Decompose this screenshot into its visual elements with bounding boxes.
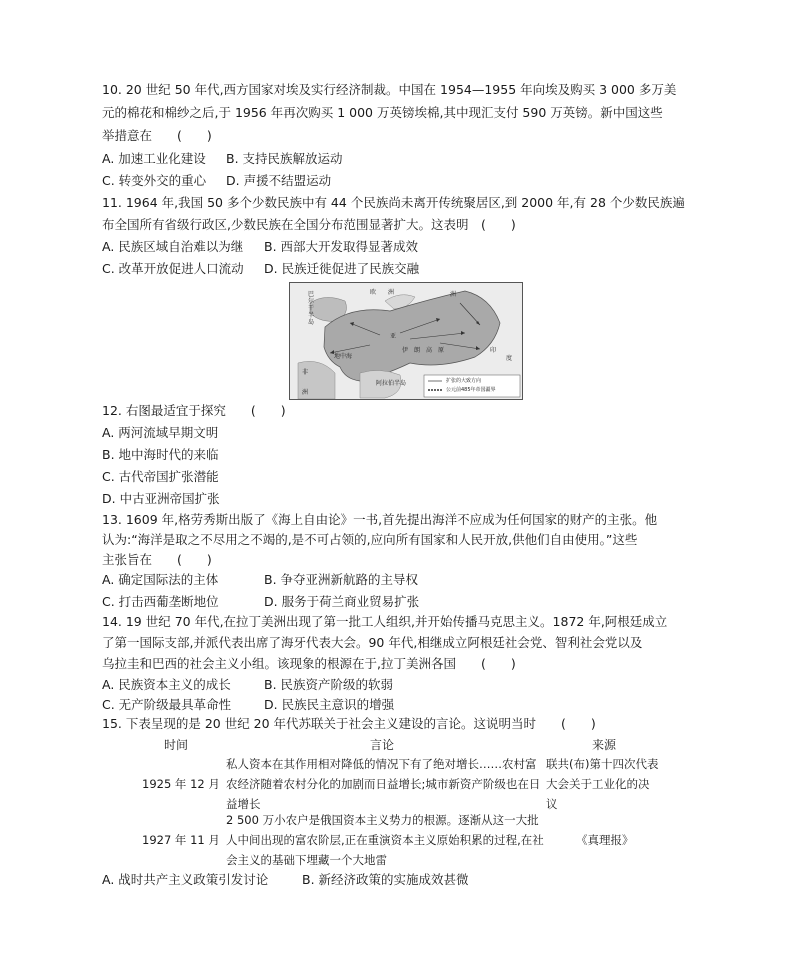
question-14-option-d[interactable]: D. 民族民主意识的增强 <box>264 697 395 712</box>
question-11-option-b[interactable]: B. 西部大开发取得显著成效 <box>264 239 419 254</box>
map-label-asia: 洲 <box>450 291 457 298</box>
row-2-source: 《真理报》 <box>576 833 634 847</box>
question-13-option-b[interactable]: B. 争夺亚洲新航路的主导权 <box>264 572 419 587</box>
question-10-stem-line-1: 10. 20 世纪 50 年代,西方国家对埃及实行经济制裁。中国在 1954—1955 年向埃及购买 3 000 多万美 <box>102 82 677 97</box>
map-label-balkan: 巴尔干半岛 <box>308 291 315 326</box>
question-10-option-c[interactable]: C. 转变外交的重心 <box>102 173 207 188</box>
question-11-stem-line-2: 布全国所有省级行政区,少数民族在全国分布范围显著扩大。这表明 ( ) <box>102 217 516 232</box>
table-header-time: 时间 <box>164 738 189 752</box>
question-11-option-c[interactable]: C. 改革开放促进人口流动 <box>102 261 244 276</box>
question-15-option-b[interactable]: B. 新经济政策的实施成效甚微 <box>302 872 469 887</box>
map-label-asia2: 亚 <box>390 333 397 340</box>
row-1-time: 1925 年 12 月 <box>142 777 220 791</box>
question-11-option-d[interactable]: D. 民族迁徙促进了民族交融 <box>264 261 420 276</box>
question-11-stem-line-1: 11. 1964 年,我国 50 多个少数民族中有 44 个民族尚未离开传统聚居区,到 2000 年,有 28 个少数民族遍 <box>102 195 685 210</box>
question-13-option-d[interactable]: D. 服务于荷兰商业贸易扩张 <box>264 594 420 609</box>
map-legend-border-text: 公元前485年帝国疆界 <box>446 387 496 393</box>
map-label-du: 度 <box>506 355 513 362</box>
question-15-option-a[interactable]: A. 战时共产主义政策引发讨论 <box>102 872 269 887</box>
row-2-speech: 2 500 万小农户是俄国资本主义势力的根源。逐渐从这一大批人中间出现的富农阶层,正在重演资本主义原始积累的过程,在社会主义的基础下埋藏一个大地雷 <box>226 813 544 867</box>
row-1-source: 联共(布)第十四次代表大会关于工业化的决议 <box>546 757 659 811</box>
map-label-iran: 伊 朗 高 原 <box>402 347 445 354</box>
map-label-africa-n: 非 <box>302 369 309 376</box>
question-10-option-d[interactable]: D. 声援不结盟运动 <box>226 173 332 188</box>
question-10-option-b[interactable]: B. 支持民族解放运动 <box>226 151 343 166</box>
question-14-option-b[interactable]: B. 民族资产阶级的软弱 <box>264 677 394 692</box>
map-label-europe: 欧 洲 <box>370 289 395 296</box>
empire-map-figure <box>289 282 523 400</box>
question-10-stem-line-2: 元的棉花和棉纱之后,于 1956 年再次购买 1 000 万英镑埃棉,其中现汇支付 590 万英镑。新中国这些 <box>102 105 663 120</box>
question-13-stem-line-3: 主张旨在 ( ) <box>102 552 212 567</box>
question-14-stem-line-1: 14. 19 世纪 70 年代,在拉丁美洲出现了第一批工人组织,并开始传播马克思主义。1872 年,阿根廷成立 <box>102 614 668 629</box>
question-10-stem-line-3: 举措意在 ( ) <box>102 128 212 143</box>
question-12-stem: 12. 右图最适宜于探究 ( ) <box>102 403 286 418</box>
question-13-stem-line-2: 认为:“海洋是取之不尽用之不竭的,是不可占领的,应向所有国家和人民开放,供他们自由使用。”这些 <box>102 532 638 547</box>
question-13-option-a[interactable]: A. 确定国际法的主体 <box>102 572 219 587</box>
table-header-source: 来源 <box>592 738 617 752</box>
map-label-india: 印 <box>490 347 497 354</box>
map-legend-arrow-text: 扩张的大致方向 <box>446 378 482 384</box>
question-11-option-a[interactable]: A. 民族区域自治难以为继 <box>102 239 244 254</box>
map-label-arabia: 阿拉伯半岛 <box>376 380 407 387</box>
question-12-option-d[interactable]: D. 中古亚洲帝国扩张 <box>102 491 220 506</box>
table-header-speech: 言论 <box>370 738 395 752</box>
row-1-speech: 私人资本在其作用相对降低的情况下有了绝对增长……农村富农经济随着农村分化的加剧而日益增长;城市新资产阶级也在日益增长 <box>226 757 541 811</box>
question-14-stem-line-3: 乌拉圭和巴西的社会主义小组。该现象的根源在于,拉丁美洲各国 ( ) <box>102 656 516 671</box>
map-label-africa: 洲 <box>302 389 309 396</box>
question-12-option-c[interactable]: C. 古代帝国扩张潜能 <box>102 469 219 484</box>
question-14-stem-line-2: 了第一国际支部,并派代表出席了海牙代表大会。90 年代,相继成立阿根廷社会党、智利社会党以及 <box>102 635 643 650</box>
question-14-option-a[interactable]: A. 民族资本主义的成长 <box>102 677 231 692</box>
question-13-option-c[interactable]: C. 打击西葡垄断地位 <box>102 594 219 609</box>
question-15-stem: 15. 下表呈现的是 20 世纪 20 年代苏联关于社会主义建设的言论。这说明当时 ( ) <box>102 716 596 731</box>
question-14-option-c[interactable]: C. 无产阶级最具革命性 <box>102 697 232 712</box>
map-label-sea: 地中海 <box>334 353 353 360</box>
question-12-option-a[interactable]: A. 两河流域早期文明 <box>102 425 219 440</box>
question-10-option-a[interactable]: A. 加速工业化建设 <box>102 151 206 166</box>
question-12-option-b[interactable]: B. 地中海时代的来临 <box>102 447 219 462</box>
row-2-time: 1927 年 11 月 <box>142 833 220 847</box>
question-13-stem-line-1: 13. 1609 年,格劳秀斯出版了《海上自由论》一书,首先提出海洋不应成为任何国家的财产的主张。他 <box>102 512 658 527</box>
